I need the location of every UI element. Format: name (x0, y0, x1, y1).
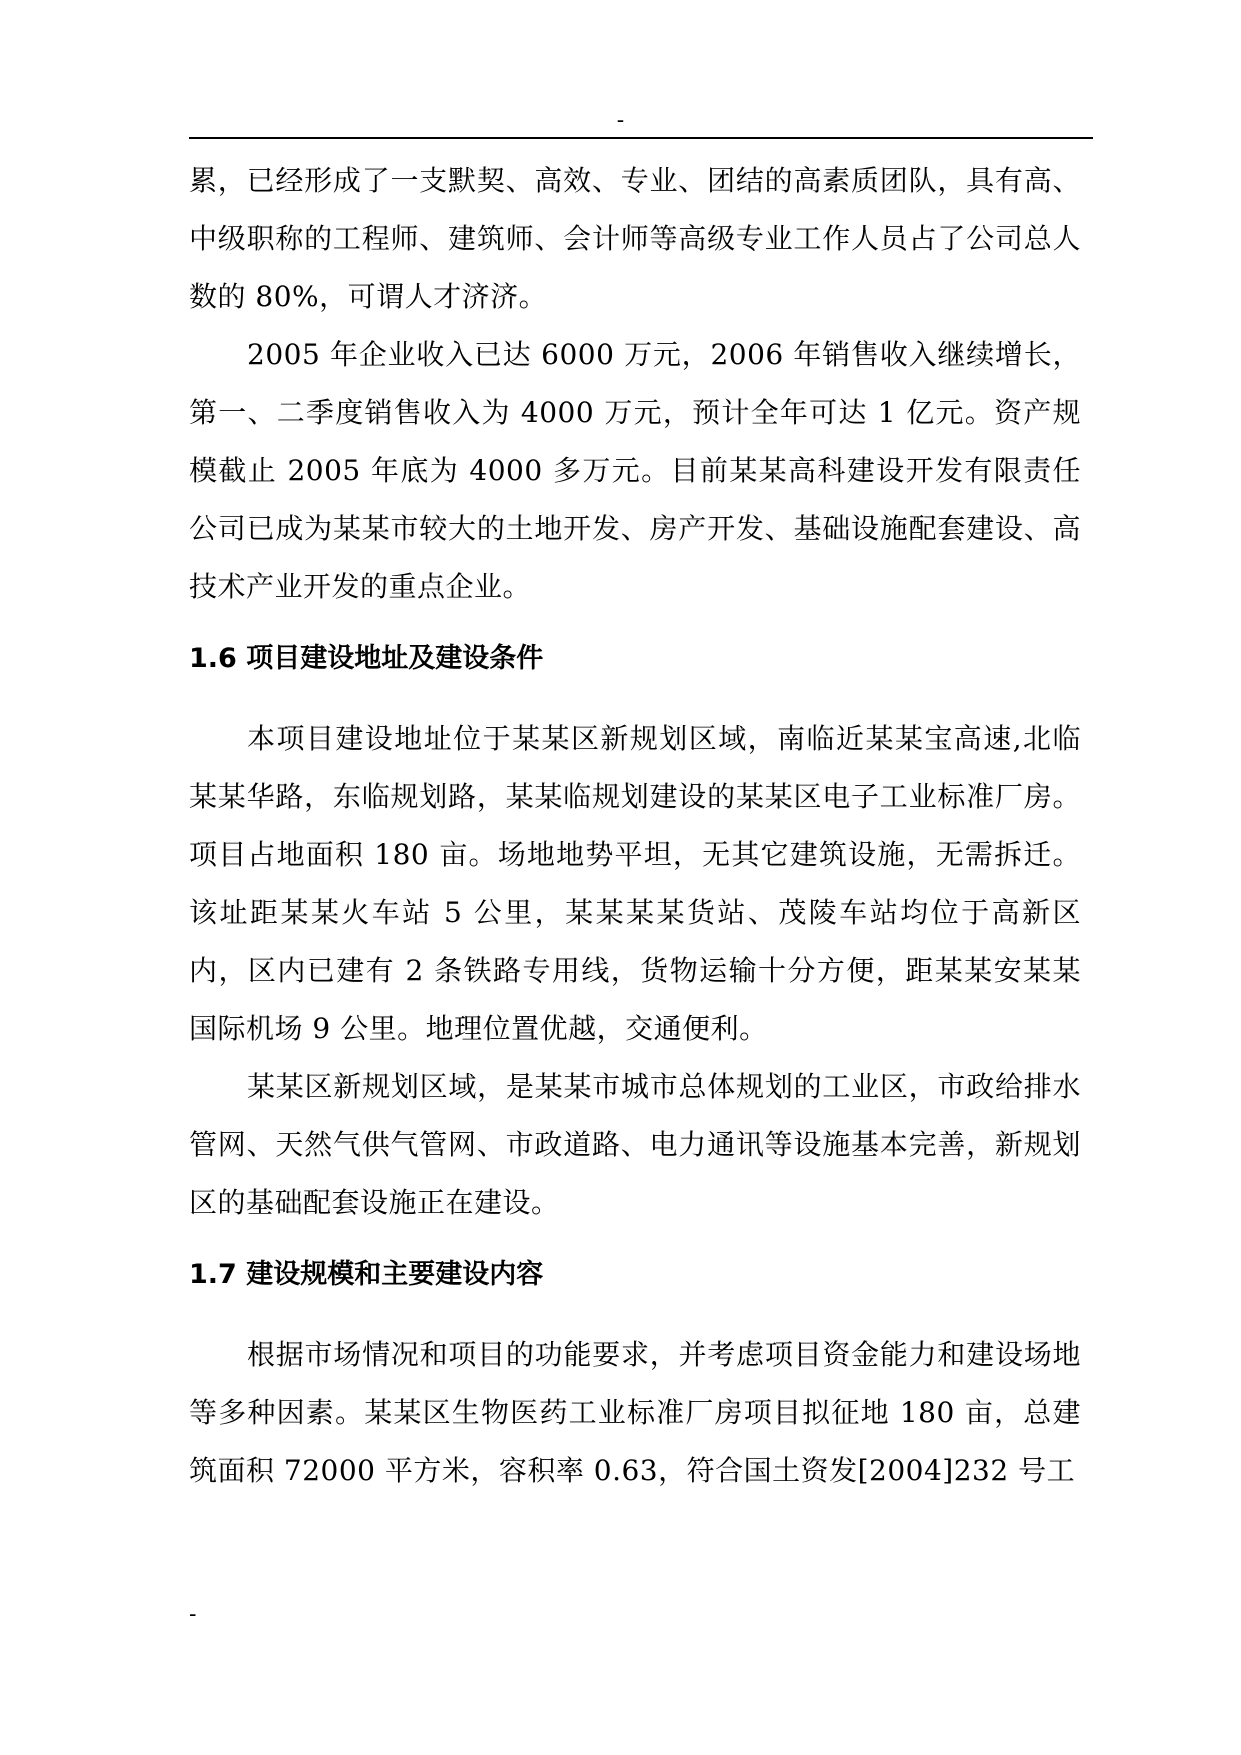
section-heading-1-6: 1.6 项目建设地址及建设条件 (189, 643, 544, 674)
paragraph-infrastructure: 某某区新规划区域，是某某市城市总体规划的工业区，市政给排水管网、天然气供气管网、市政道路、电力通讯等设施基本完善，新规划区的基础配套设施正在建设。 (189, 1070, 1081, 1219)
paragraph-team: 累，已经形成了一支默契、高效、专业、团结的高素质团队，具有高、中级职称的工程师、建筑师、会计师等高级专业工作人员占了公司总人数的 80%，可谓人才济济。 (189, 164, 1081, 313)
paragraph-site-location: 本项目建设地址位于某某区新规划区域，南临近某某宝高速,北临某某华路，东临规划路，某某临规划建设的某某区电子工业标准厂房。项目占地面积 180 亩。场地地势平坦，无其它建筑设施，无需拆迁。该址距某某火车站 5 公里，某某某某货站、茂陵车站均位于高新区内，区内已建有 2 条铁路专用线，货物运输十分方便，距某某安某某国际机场 9 公里。地理位置优越，交通便利。 (189, 722, 1081, 1045)
header-rule (189, 137, 1093, 139)
footer-mark: - (189, 1602, 197, 1627)
paragraph-scale: 根据市场情况和项目的功能要求，并考虑项目资金能力和建设场地等多种因素。某某区生物医药工业标准厂房项目拟征地 180 亩，总建筑面积 72000 平方米，容积率 0.63，符合国土资发[2004]232 号工 (189, 1338, 1081, 1487)
header-mark: - (616, 108, 625, 133)
paragraph-revenue: 2005 年企业收入已达 6000 万元，2006 年销售收入继续增长，第一、二季度销售收入为 4000 万元，预计全年可达 1 亿元。资产规模截止 2005 年底为 4000 多万元。目前某某高科建设开发有限责任公司已成为某某市较大的土地开发、房产开发、基础设施配套建设、高技术产业开发的重点企业。 (189, 338, 1081, 603)
section-heading-1-7: 1.7 建设规模和主要建设内容 (189, 1259, 544, 1290)
document-body (189, 152, 1081, 1500)
